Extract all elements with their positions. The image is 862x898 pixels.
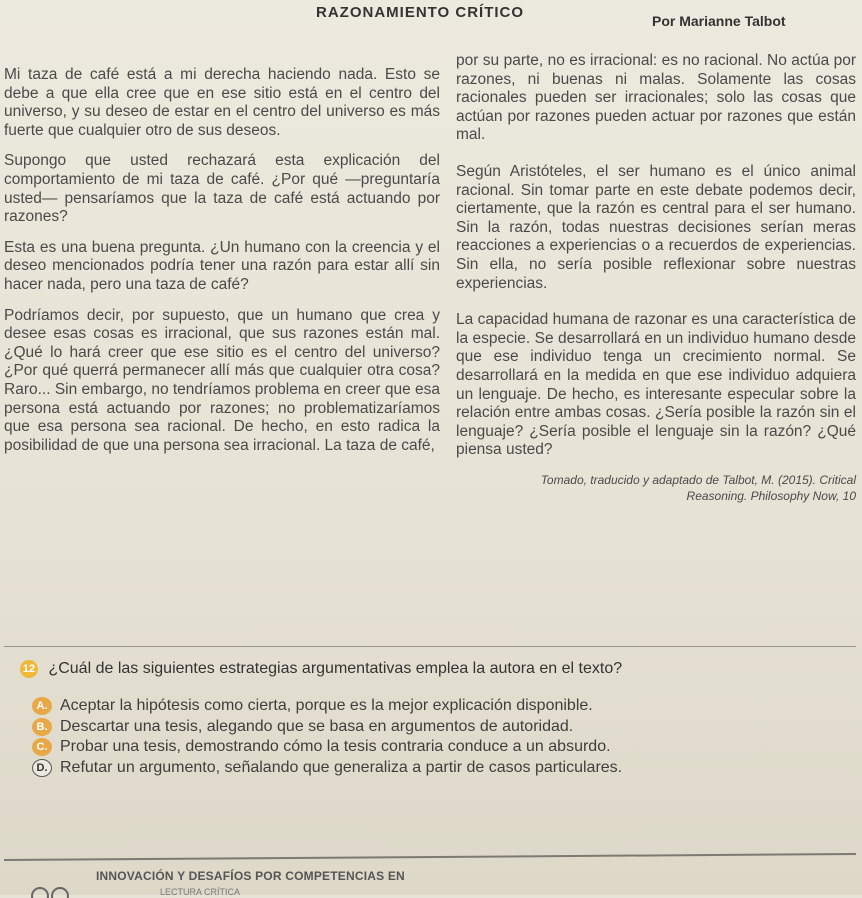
author-line: Por Marianne Talbot [652,13,786,29]
right-paragraph-2: Según Aristóteles, el ser humano es el único animal racional. Sin tomar parte en este debate podemos decir, ciertamente, que la razón es central para el ser humano. Sin la razón, todas nuestras decisiones serían meras reacciones a experiencias o a recuerdos de experiencias. Sin ella, no sería posible reflexionar sobre nuestras experiencias. [456,162,856,292]
option-a-letter: A. [32,697,52,715]
source-citation [456,472,856,504]
option-a-text: Aceptar la hipótesis como cierta, porque es la mejor explicación disponible. [60,697,593,714]
right-paragraph-1: por su parte, no es irracional: es no racional. No actúa por razones, ni buenas ni malas. Solamente las cosas racionales pueden ser irracionales; solo las cosas que actúan por razones pueden actuar por razones que están mal. [456,52,856,144]
footer-title: INNOVACIÓN Y DESAFÍOS POR COMPETENCIAS EN [96,869,405,883]
question-stem [20,660,850,678]
left-paragraph-4: Podríamos decir, por supuesto, que un humano que crea y desee esas cosas es irracional, que sus razones están mal. ¿Qué lo hará creer que ese sitio es el centro del universo? ¿Por qué querrá permanecer allí más que cualquier otra cosa? Raro... Sin embargo, no tendríamos problema en creer que esa persona está actuando por razones; no problematizaríamos que esa persona sea racional. De hecho, en esto radica la posibilidad de que una persona sea irracional. La taza de café, [4,306,440,454]
option-b[interactable] [32,717,852,737]
source-line-2: Reasoning. Philosophy Now, 10 [686,488,856,503]
left-column [4,66,440,467]
option-d-text: Refutar un argumento, señalando que generaliza a partir de casos particulares. [60,758,623,776]
option-b-text: Descartar una tesis, alegando que se basa en argumentos de autoridad. [60,717,574,735]
source-line-1: Tomado, traducido y adaptado de Talbot, M. (2015). Critical [540,472,856,487]
question-number-badge: 12 [20,660,38,678]
left-paragraph-2: Supongo que usted rechazará esta explicación del comportamiento de mi taza de café. ¿Por qué —preguntaría usted— pensaríamos que la taza de café está actuando por razones? [4,152,440,226]
option-d-letter: D. [32,759,52,777]
footer-subtitle: LECTURA CRÍTICA [160,887,241,897]
option-c[interactable] [32,737,852,757]
left-paragraph-1: Mi taza de café está a mi derecha haciendo nada. Esto se debe a que ella cree que en ese sitio está en el centro del universo, y su deseo de estar en el centro del universo es más fuerte que cualquier otro de sus deseos. [4,66,440,139]
option-c-text: Probar una tesis, demostrando cómo la tesis contraria conduce a un absurdo. [60,738,611,755]
footer-divider [4,853,856,861]
right-paragraph-3: La capacidad humana de razonar es una característica de la especie. Se desarrollará en un individuo humano desde que ese individuo tenga un crecimiento normal. Se desarrollará en la medida en que ese individuo adquiera un lenguaje. De hecho, es interesante especular sobre la relación entre ambas cosas. ¿Sería posible la razón sin el lenguaje? ¿Sería posible el lenguaje sin la razón? ¿Qué piensa usted? [456,311,856,459]
divider [4,646,856,647]
question-text: ¿Cuál de las siguientes estrategias argumentativas emplea la autora en el texto? [48,660,623,678]
option-c-letter: C. [32,738,52,756]
option-d[interactable] [32,758,852,778]
section-title: RAZONAMIENTO CRÍTICO [316,4,525,21]
answer-options [32,696,852,778]
option-a[interactable] [32,696,852,716]
left-paragraph-3: Esta es una buena pregunta. ¿Un humano con la creencia y el deseo mencionados podría tener una razón para estar allí sin hacer nada, pero una taza de café? [4,238,440,293]
page-number-icon [28,878,74,898]
right-column [456,52,856,504]
option-b-letter: B. [32,718,52,736]
